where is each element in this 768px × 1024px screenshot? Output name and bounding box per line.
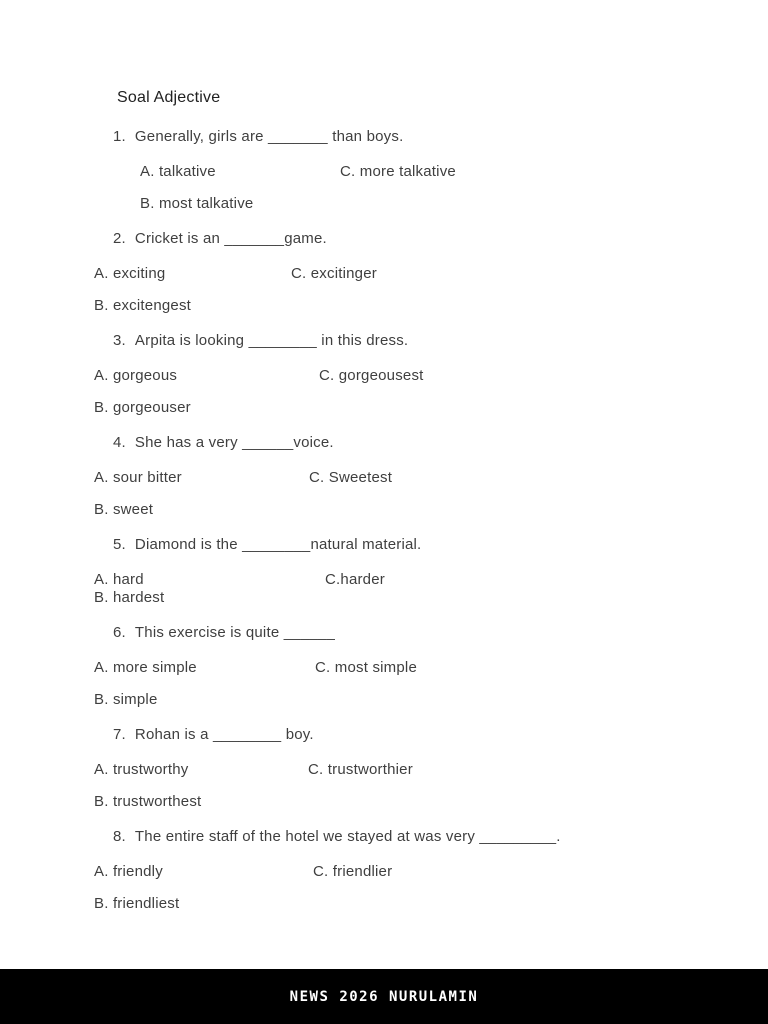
- question-number: 8.: [113, 828, 126, 845]
- question-number: 6.: [113, 624, 126, 641]
- question-text: Arpita is looking ________ in this dress.: [134, 332, 409, 349]
- question-number: 7.: [113, 726, 126, 743]
- question-number: 1.: [113, 128, 126, 145]
- question: [0, 828, 768, 913]
- question: [0, 332, 768, 417]
- question-text: Cricket is an _______game.: [134, 230, 327, 247]
- option-b: B. friendliest: [94, 895, 180, 912]
- option-b: B. most talkative: [140, 195, 254, 212]
- option-c: C. excitinger: [291, 265, 377, 282]
- question: [0, 128, 768, 213]
- option-a: A. sour bitter: [94, 469, 182, 486]
- question-line: [113, 434, 768, 452]
- question-text: This exercise is quite ______: [134, 624, 335, 641]
- footer-bar: [0, 969, 768, 1024]
- option-row: [94, 469, 768, 487]
- question: [0, 624, 768, 709]
- question-number: 5.: [113, 536, 126, 553]
- option-a: A. talkative: [140, 163, 216, 180]
- option-b: B. simple: [94, 691, 158, 708]
- question-line: [113, 128, 768, 146]
- page-title: Soal Adjective: [117, 89, 221, 106]
- question: [0, 434, 768, 519]
- question-line: [113, 828, 768, 846]
- option-c: C. most simple: [315, 659, 417, 676]
- option-row: [94, 761, 768, 779]
- option-row: [94, 659, 768, 677]
- option-c: C. friendlier: [313, 863, 393, 880]
- option-b: B. trustworthest: [94, 793, 202, 810]
- option-c: C. more talkative: [340, 163, 456, 180]
- option-c: C. trustworthier: [308, 761, 413, 778]
- option-a: A. more simple: [94, 659, 197, 676]
- question-text: The entire staff of the hotel we stayed at was very _________.: [134, 828, 561, 845]
- question-number: 4.: [113, 434, 126, 451]
- option-a: A. exciting: [94, 265, 166, 282]
- question-text: Rohan is a ________ boy.: [134, 726, 314, 743]
- question-number: 2.: [113, 230, 126, 247]
- option-a: A. friendly: [94, 863, 163, 880]
- option-row: [140, 163, 768, 181]
- option-a: A. trustworthy: [94, 761, 189, 778]
- option-c: C. gorgeousest: [319, 367, 424, 384]
- option-a: A. hard: [94, 571, 144, 588]
- option-row: [94, 367, 768, 385]
- option-row: [94, 863, 768, 881]
- question-text: Diamond is the ________natural material.: [134, 536, 422, 553]
- question-line: [113, 230, 768, 248]
- question-line: [113, 624, 768, 642]
- option-c: C.harder: [325, 571, 385, 588]
- option-b: B. gorgeouser: [94, 399, 191, 416]
- question: [0, 230, 768, 315]
- option-a: A. gorgeous: [94, 367, 178, 384]
- footer-text: NEWS 2026 NURULAMIN: [289, 988, 479, 1005]
- question-text: She has a very ______voice.: [134, 434, 334, 451]
- question-line: [113, 726, 768, 744]
- question-number: 3.: [113, 332, 126, 349]
- questions-list: [0, 128, 768, 930]
- option-b: B. hardest: [94, 589, 165, 606]
- option-c: C. Sweetest: [309, 469, 393, 486]
- option-b: B. sweet: [94, 501, 154, 518]
- question: [0, 536, 768, 607]
- option-row: [94, 571, 768, 589]
- option-row: [94, 265, 768, 283]
- option-b: B. excitengest: [94, 297, 192, 314]
- question-text: Generally, girls are _______ than boys.: [134, 128, 404, 145]
- question-line: [113, 536, 768, 554]
- question: [0, 726, 768, 811]
- question-line: [113, 332, 768, 350]
